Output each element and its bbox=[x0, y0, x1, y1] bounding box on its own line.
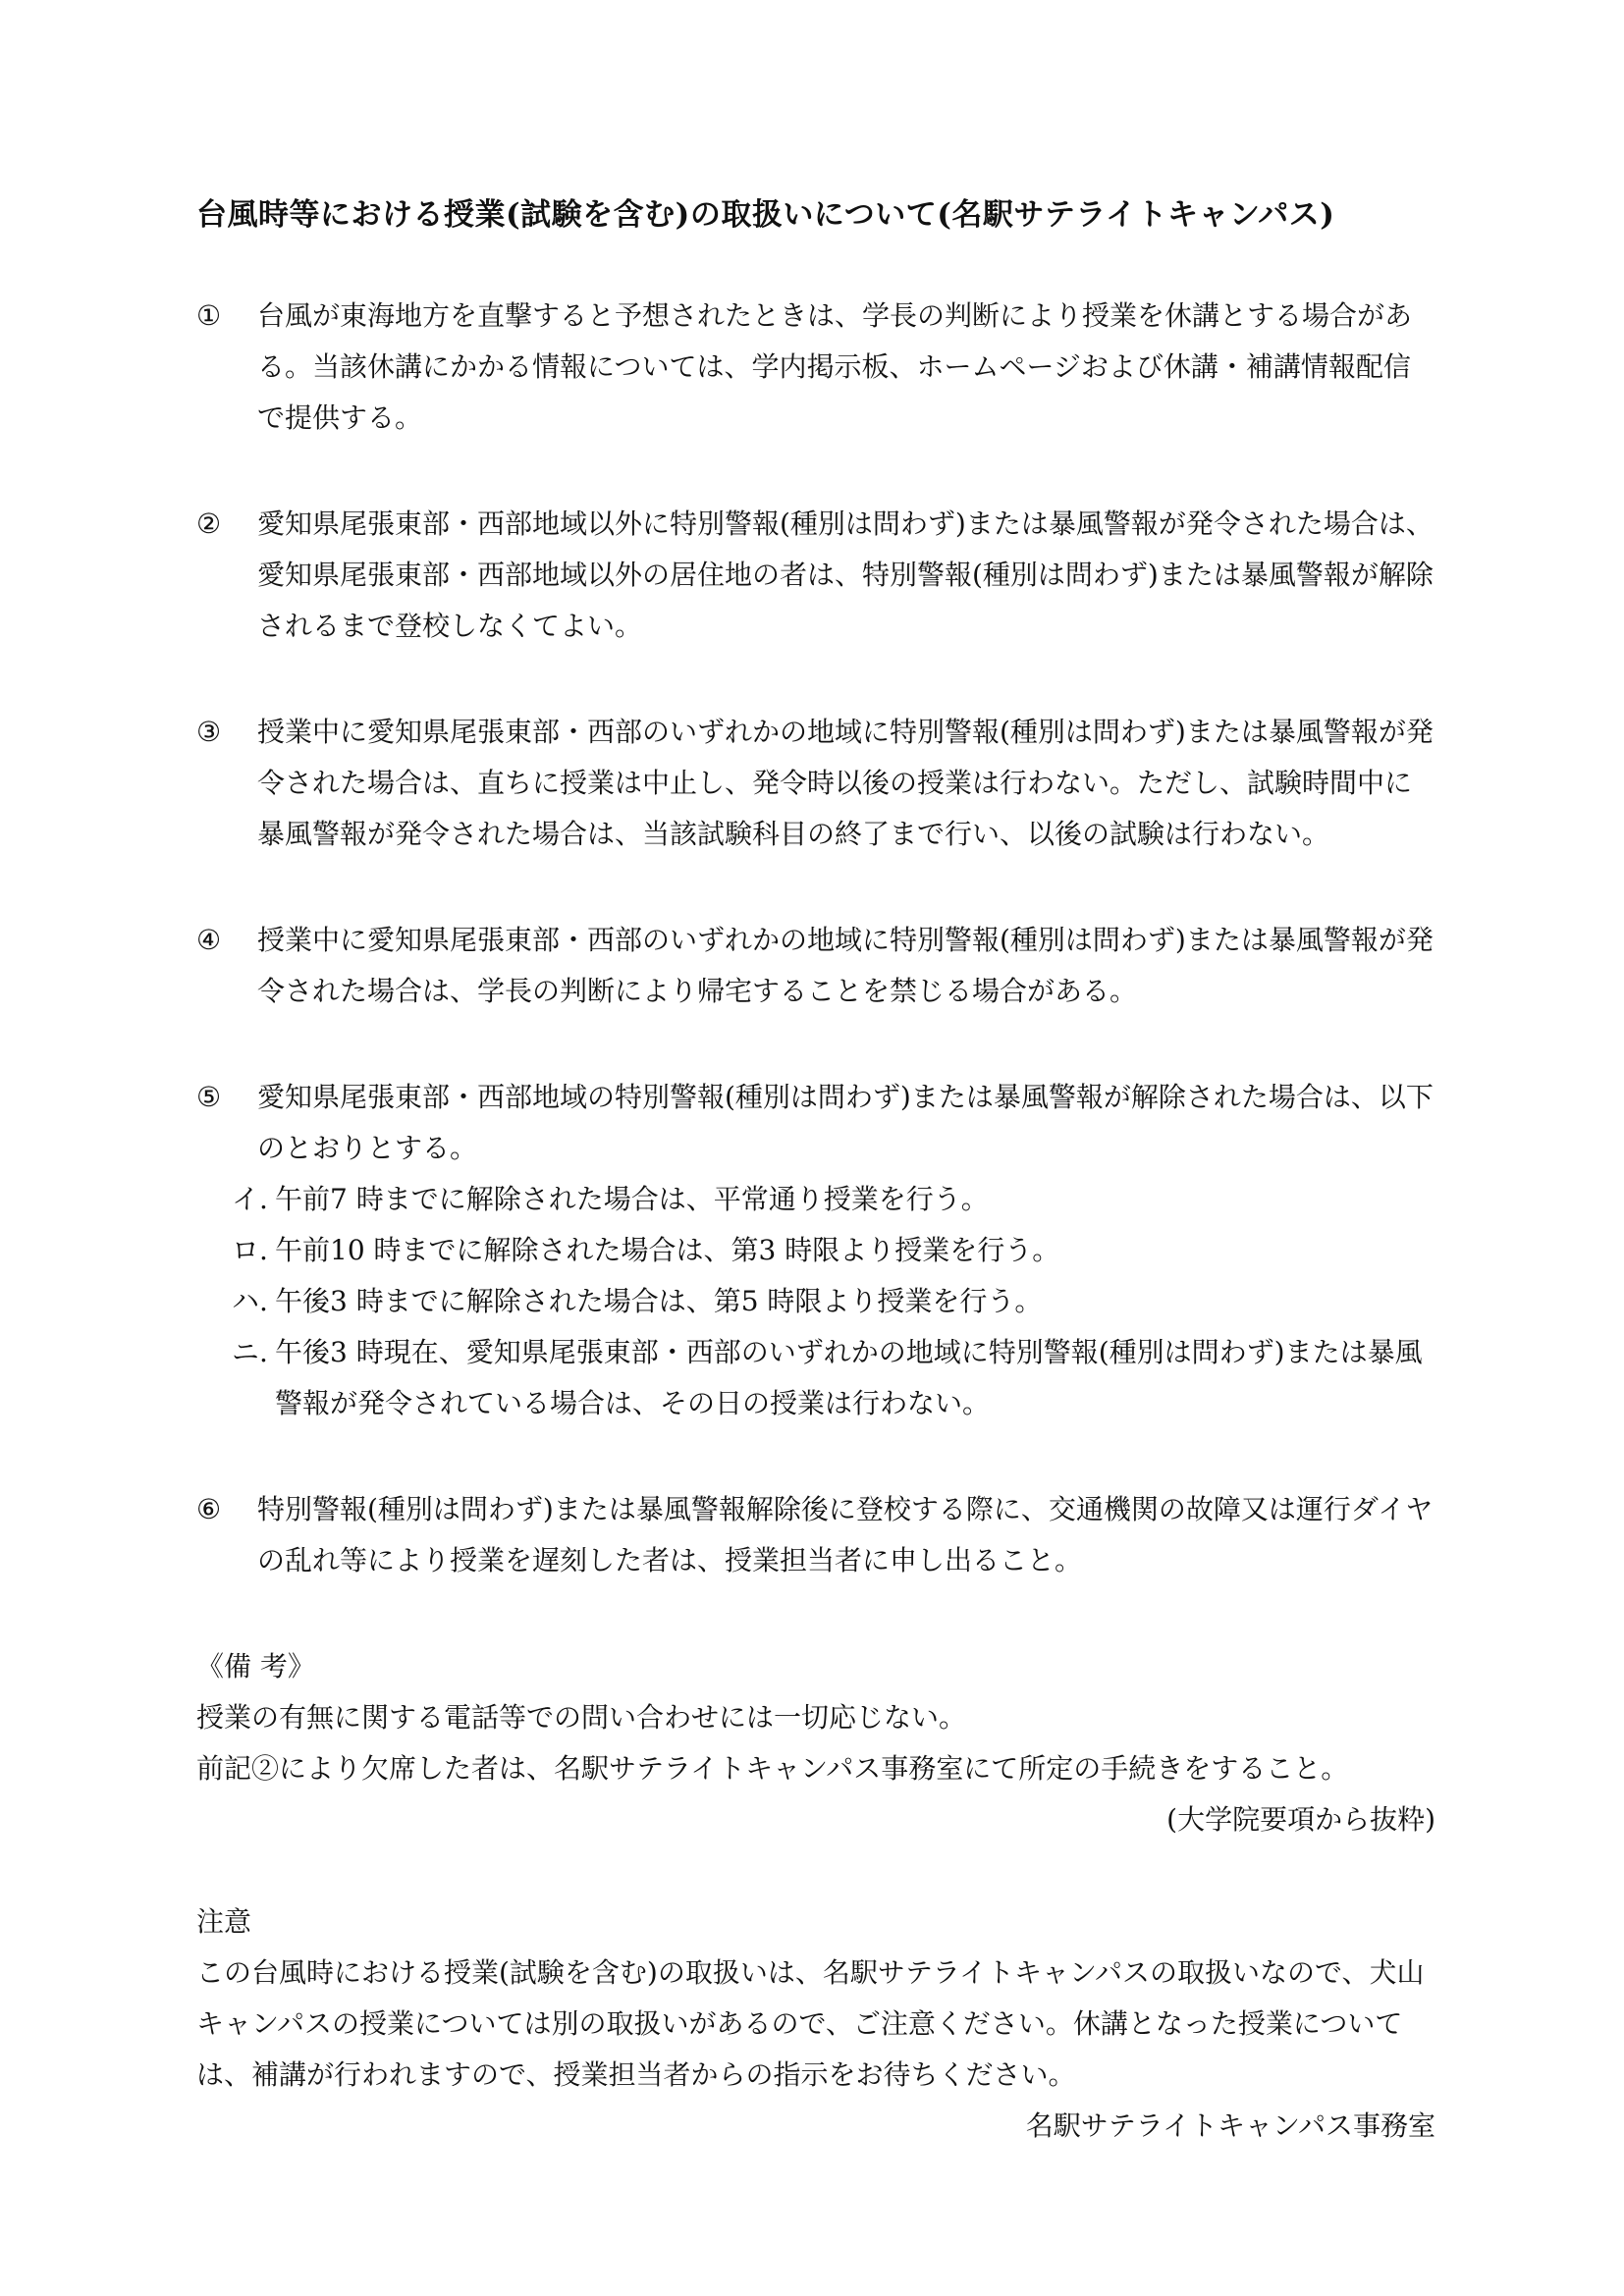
remarks-line: 前記②により欠席した者は、名駅サテライトキャンパス事務室にて所定の手続きをすること。 bbox=[196, 1752, 1349, 1785]
sub-item bbox=[196, 1174, 1435, 1225]
rule-item-1 bbox=[196, 291, 1435, 444]
remarks-section bbox=[196, 1641, 1435, 1845]
sub-item-text: 午後3 時現在、愛知県尾張東部・西部のいずれかの地域に特別警報(種別は問わず)または暴風警報が発令されている場合は、その日の授業は行わない。 bbox=[275, 1336, 1423, 1419]
item-text: 授業中に愛知県尾張東部・西部のいずれかの地域に特別警報(種別は問わず)または暴風警報が発令された場合は、直ちに授業は中止し、発令時以後の授業は行わない。ただし、試験時間中に暴風警報が発令された場合は、当該試験科目の終了まで行い、以後の試験は行わない。 bbox=[257, 716, 1434, 850]
note-heading: 注意 bbox=[196, 1905, 252, 1938]
rule-item-6 bbox=[196, 1484, 1435, 1586]
sub-item-mark: イ. bbox=[232, 1183, 268, 1215]
item-number: ④ bbox=[196, 924, 222, 956]
note-section bbox=[196, 1896, 1435, 2152]
sub-item bbox=[196, 1327, 1435, 1429]
remarks-heading: 《備 考》 bbox=[196, 1650, 315, 1682]
sub-item-text: 午前10 時までに解除された場合は、第3 時限より授業を行う。 bbox=[275, 1234, 1060, 1266]
sub-item bbox=[196, 1225, 1435, 1276]
sub-item bbox=[196, 1276, 1435, 1327]
rule-item-4 bbox=[196, 915, 1435, 1017]
sub-item-text: 午前7 時までに解除された場合は、平常通り授業を行う。 bbox=[275, 1183, 989, 1215]
sub-item-mark: ロ. bbox=[232, 1234, 268, 1266]
office-signature: 名駅サテライトキャンパス事務室 bbox=[1025, 2109, 1435, 2142]
note-text: この台風時における授業(試験を含む)の取扱いは、名駅サテライトキャンパスの取扱いなので、犬山キャンパスの授業については別の取扱いがあるので、ご注意ください。休講となった授業については、補講が行われますので、授業担当者からの指示をお待ちください。 bbox=[196, 1956, 1425, 2091]
sub-item-text: 午後3 時までに解除された場合は、第5 時限より授業を行う。 bbox=[275, 1285, 1043, 1317]
sub-item-mark: ニ. bbox=[232, 1336, 268, 1368]
item-number: ⑤ bbox=[196, 1081, 222, 1113]
document-page bbox=[196, 192, 1435, 2152]
item-text: 愛知県尾張東部・西部地域の特別警報(種別は問わず)または暴風警報が解除された場合は、以下のとおりとする。 bbox=[257, 1081, 1434, 1164]
item-number: ② bbox=[196, 507, 222, 540]
item-text: 台風が東海地方を直撃すると予想されたときは、学長の判断により授業を休講とする場合がある。当該休講にかかる情報については、学内掲示板、ホームページおよび休講・補講情報配信で提供する。 bbox=[257, 299, 1413, 434]
remarks-source: (大学院要項から抜粋) bbox=[1166, 1803, 1435, 1836]
item-number: ③ bbox=[196, 716, 222, 748]
rule-item-2 bbox=[196, 499, 1435, 652]
sub-item-mark: ハ. bbox=[232, 1285, 268, 1317]
item-number: ① bbox=[196, 299, 222, 332]
rule-item-5 bbox=[196, 1072, 1435, 1429]
remarks-line: 授業の有無に関する電話等での問い合わせには一切応じない。 bbox=[196, 1701, 967, 1734]
item-text: 愛知県尾張東部・西部地域以外に特別警報(種別は問わず)または暴風警報が発令された場合は、愛知県尾張東部・西部地域以外の居住地の者は、特別警報(種別は問わず)または暴風警報が解除されるまで登校しなくてよい。 bbox=[257, 507, 1434, 642]
item-text: 特別警報(種別は問わず)または暴風警報解除後に登校する際に、交通機関の故障又は運行ダイヤの乱れ等により授業を遅刻した者は、授業担当者に申し出ること。 bbox=[257, 1493, 1434, 1576]
item-text: 授業中に愛知県尾張東部・西部のいずれかの地域に特別警報(種別は問わず)または暴風警報が発令された場合は、学長の判断により帰宅することを禁じる場合がある。 bbox=[257, 924, 1434, 1007]
rule-item-3 bbox=[196, 707, 1435, 860]
document-title: 台風時等における授業(試験を含む)の取扱いについて(名駅サテライトキャンパス) bbox=[196, 197, 1335, 233]
item-number: ⑥ bbox=[196, 1493, 222, 1525]
